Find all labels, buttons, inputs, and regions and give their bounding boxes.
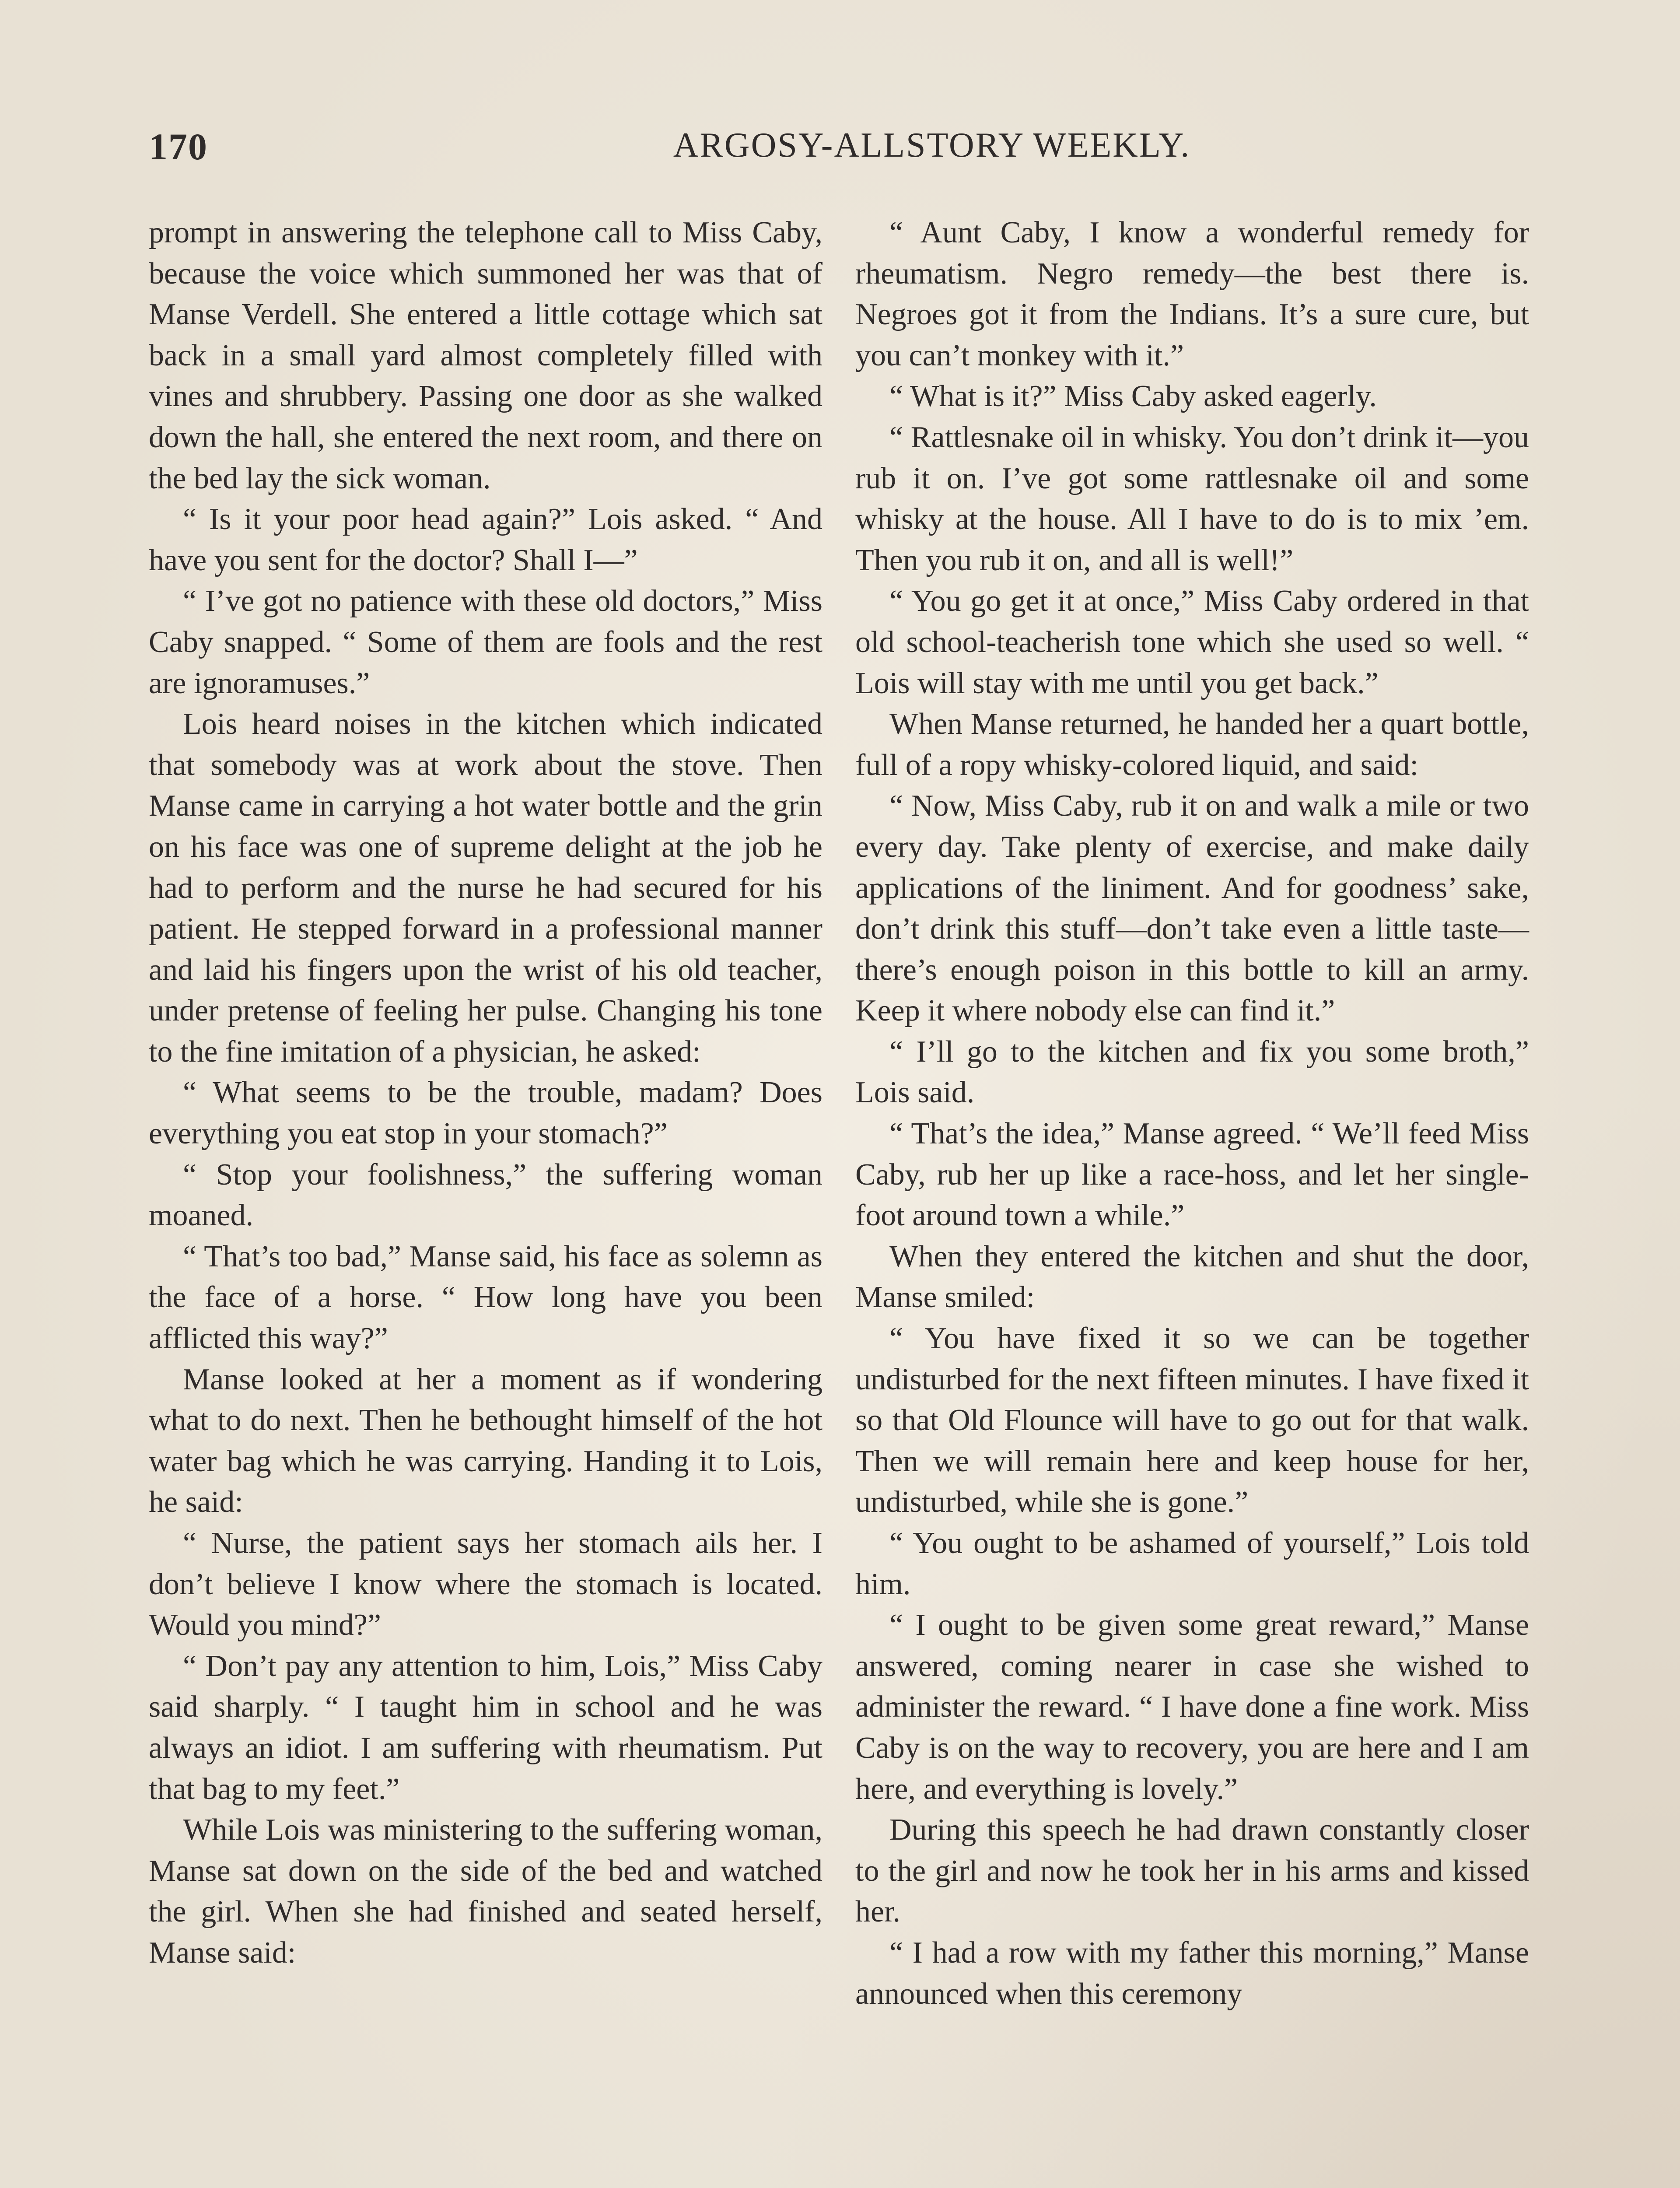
paragraph: “ Rattlesnake oil in whisky. You don’t drink it—you rub it on. I’ve got some rattlesnake oil and some whisky at the house. All I have to do is to mix ’em. Then you rub it on, and all is well!”: [855, 420, 1529, 577]
paragraph: “ Don’t pay any attention to him, Lois,” Miss Caby said sharply. “ I taught him in school and he was always an idiot. I am suffering with rheumatism. Put that bag to my feet.”: [149, 1649, 822, 1806]
paragraph: “ Now, Miss Caby, rub it on and walk a mile or two every day. Take plenty of exercise, and make daily applications of the liniment. And for goodness’ sake, don’t drink this stuff—don’t take even a little taste—there’s enough poison in this bottle to kill an army. Keep it where nobody else can find it.”: [855, 789, 1529, 1028]
paragraph: Manse looked at her a moment as if wondering what to do next. Then he bethought himself of the hot water bag which he was carrying. Handing it to Lois, he said:: [149, 1362, 822, 1519]
paragraph: “ I’ve got no patience with these old doctors,” Miss Caby snapped. “ Some of them are fools and the rest are ignoramuses.”: [149, 584, 822, 700]
paragraph: “ I had a row with my father this morning,” Manse announced when this ceremony: [855, 1936, 1529, 2011]
paragraph: “ That’s the idea,” Manse agreed. “ We’ll feed Miss Caby, rub her up like a race-hoss, and let her single-foot around town a while.”: [855, 1117, 1529, 1233]
paragraph: “ Stop your foolishness,” the suffering woman moaned.: [149, 1157, 822, 1233]
right-column: [855, 212, 1529, 2014]
paragraph: “ I ought to be given some great reward,” Manse answered, coming nearer in case she wished to administer the reward. “ I have done a fine work. Miss Caby is on the way to recovery, you are here and I am here, and everything is lovely.”: [855, 1608, 1529, 1806]
paragraph: “ Is it your poor head again?” Lois asked. “ And have you sent for the doctor? Shall I—”: [149, 502, 822, 577]
left-column: [149, 212, 822, 1974]
paragraph: When they entered the kitchen and shut the door, Manse smiled:: [855, 1239, 1529, 1315]
running-head: ARGOSY-ALLSTORY WEEKLY.: [673, 126, 1191, 165]
paragraph: Lois heard noises in the kitchen which indicated that somebody was at work about the stove. Then Manse came in carrying a hot water bottle and the grin on his face was one of supreme delight at the job he had to perform and the nurse he had secured for his patient. He stepped forward in a professional manner and laid his fingers upon the wrist of his old teacher, under pretense of feeling her pulse. Changing his tone to the fine imitation of a physician, he asked:: [149, 707, 822, 1069]
page-number: 170: [149, 126, 208, 168]
paragraph: prompt in answering the telephone call to Miss Caby, because the voice which summoned her was that of Manse Verdell. She entered a little cottage which sat back in a small yard almost completely filled with vines and shrubbery. Passing one door as she walked down the hall, she entered the next room, and there on the bed lay the sick woman.: [149, 216, 822, 495]
paragraph: While Lois was ministering to the suffering woman, Manse sat down on the side of the bed and watched the girl. When she had finished and seated herself, Manse said:: [149, 1813, 822, 1970]
paragraph: During this speech he had drawn constantly closer to the girl and now he took her in his arms and kissed her.: [855, 1813, 1529, 1929]
paragraph: “ I’ll go to the kitchen and fix you some broth,” Lois said.: [855, 1034, 1529, 1110]
page-header: [149, 125, 1527, 182]
paragraph: “ Nurse, the patient says her stomach ails her. I don’t believe I know where the stomach is located. Would you mind?”: [149, 1526, 822, 1642]
paragraph: “ You ought to be ashamed of yourself,” Lois told him.: [855, 1526, 1529, 1601]
paragraph: When Manse returned, he handed her a quart bottle, full of a ropy whisky-colored liquid, and said:: [855, 707, 1529, 782]
paragraph: “ You have fixed it so we can be together undisturbed for the next fifteen minutes. I have fixed it so that Old Flounce will have to go out for that walk. Then we will remain here and keep house for her, undisturbed, while she is gone.”: [855, 1322, 1529, 1519]
paragraph: “ What is it?” Miss Caby asked eagerly.: [889, 379, 1377, 414]
paragraph: “ Aunt Caby, I know a wonderful remedy for rheumatism. Negro remedy—the best there is. Negroes got it from the Indians. It’s a sure cure, but you can’t monkey with it.”: [855, 216, 1529, 372]
paragraph: “ You go get it at once,” Miss Caby ordered in that old school-teacherish tone which she used so well. “ Lois will stay with me until you get back.”: [855, 584, 1529, 700]
paragraph: “ What seems to be the trouble, madam? Does everything you eat stop in your stomach?”: [149, 1076, 822, 1151]
paragraph: “ That’s too bad,” Manse said, his face as solemn as the face of a horse. “ How long have you been afflicted this way?”: [149, 1239, 822, 1356]
